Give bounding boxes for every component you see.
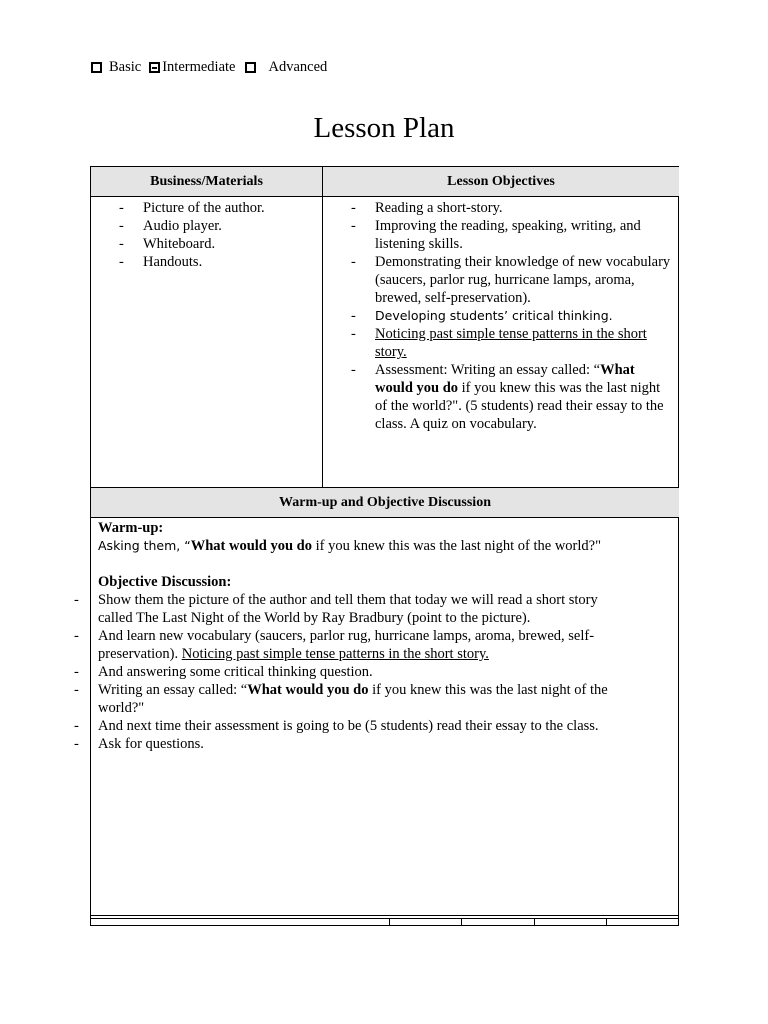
level-intermediate-label: Intermediate <box>162 59 236 75</box>
list-item: - Improving the reading, speaking, writing, and listening skills. <box>375 217 673 253</box>
checkbox-icon[interactable] <box>91 62 102 73</box>
checkbox-checked-icon[interactable] <box>149 62 160 73</box>
text-bold: What would you do <box>375 362 635 396</box>
list-item <box>375 325 673 361</box>
lesson-table <box>90 166 679 926</box>
divider <box>461 918 462 926</box>
materials-cell <box>143 199 323 271</box>
discussion-label: Objective Discussion: <box>98 574 232 590</box>
divider <box>389 918 390 926</box>
list-item: - Reading a short-story. <box>375 199 673 217</box>
text: if you knew this was the last night of the world?" <box>312 538 602 554</box>
list-item: - Ask for questions. <box>98 735 623 753</box>
objectives-header: Lesson Objectives <box>323 167 679 197</box>
list-item: - Whiteboard. <box>143 235 323 253</box>
page-title: Lesson Plan <box>313 112 455 144</box>
list-item <box>98 681 623 717</box>
list-item: - And answering some critical thinking question. <box>98 663 623 681</box>
divider <box>91 517 679 518</box>
level-selector <box>91 59 337 76</box>
text: Asking them, “ <box>98 538 191 553</box>
warmup-cell <box>98 519 673 753</box>
checkbox-icon[interactable] <box>245 62 256 73</box>
divider <box>606 918 607 926</box>
list-item: - Handouts. <box>143 253 323 271</box>
list-item: - And next time their assessment is going to be (5 students) read their essay to the class. <box>98 717 623 735</box>
text-bold: What would you do <box>190 538 312 554</box>
warmup-text <box>98 537 673 555</box>
divider <box>534 918 535 926</box>
discussion-list <box>98 591 623 753</box>
list-item <box>98 627 623 663</box>
text: if you knew this was the last night of the world?". (5 students) read their essay to the class. A quiz on vocabulary. <box>375 380 664 432</box>
text: if you knew this was the last night of the world?" <box>98 682 608 716</box>
text: And learn new vocabulary (saucers, parlor rug, hurricane lamps, aroma, brewed, self-preservation). <box>98 628 595 662</box>
materials-header: Business/Materials <box>91 167 322 197</box>
warmup-label: Warm-up: <box>98 520 164 536</box>
list-item <box>375 361 673 433</box>
text-bold: What would you do <box>247 682 369 698</box>
objective-past-simple: Noticing past simple tense patterns in the short story. <box>375 326 647 360</box>
divider <box>91 918 679 919</box>
warmup-header: Warm-up and Objective Discussion <box>91 488 679 517</box>
list-item: - Picture of the author. <box>143 199 323 217</box>
list-item <box>375 307 673 325</box>
list-item: - Demonstrating their knowledge of new vocabulary (saucers, parlor rug, hurricane lamps, aroma, brewed, self-preservation). <box>375 253 673 307</box>
level-basic-label: Basic <box>109 59 142 75</box>
text-underlined: Noticing past simple tense patterns in the short story. <box>181 646 489 662</box>
level-intermediate[interactable] <box>149 59 235 76</box>
text: Assessment: Writing an essay called: “ <box>375 362 601 378</box>
objectives-cell <box>375 199 673 433</box>
divider <box>91 196 679 197</box>
divider <box>91 915 679 916</box>
list-item: - Show them the picture of the author and tell them that today we will read a short story called The Last Night of the World by Ray Bradbury (point to the picture). <box>98 591 623 627</box>
level-advanced[interactable] <box>245 59 327 76</box>
objective-critical-thinking: Developing students’ critical thinking. <box>375 308 613 323</box>
level-basic[interactable] <box>91 59 141 76</box>
text: Writing an essay called: “ <box>98 682 248 698</box>
level-advanced-label: Advanced <box>268 59 328 75</box>
list-item: - Audio player. <box>143 217 323 235</box>
